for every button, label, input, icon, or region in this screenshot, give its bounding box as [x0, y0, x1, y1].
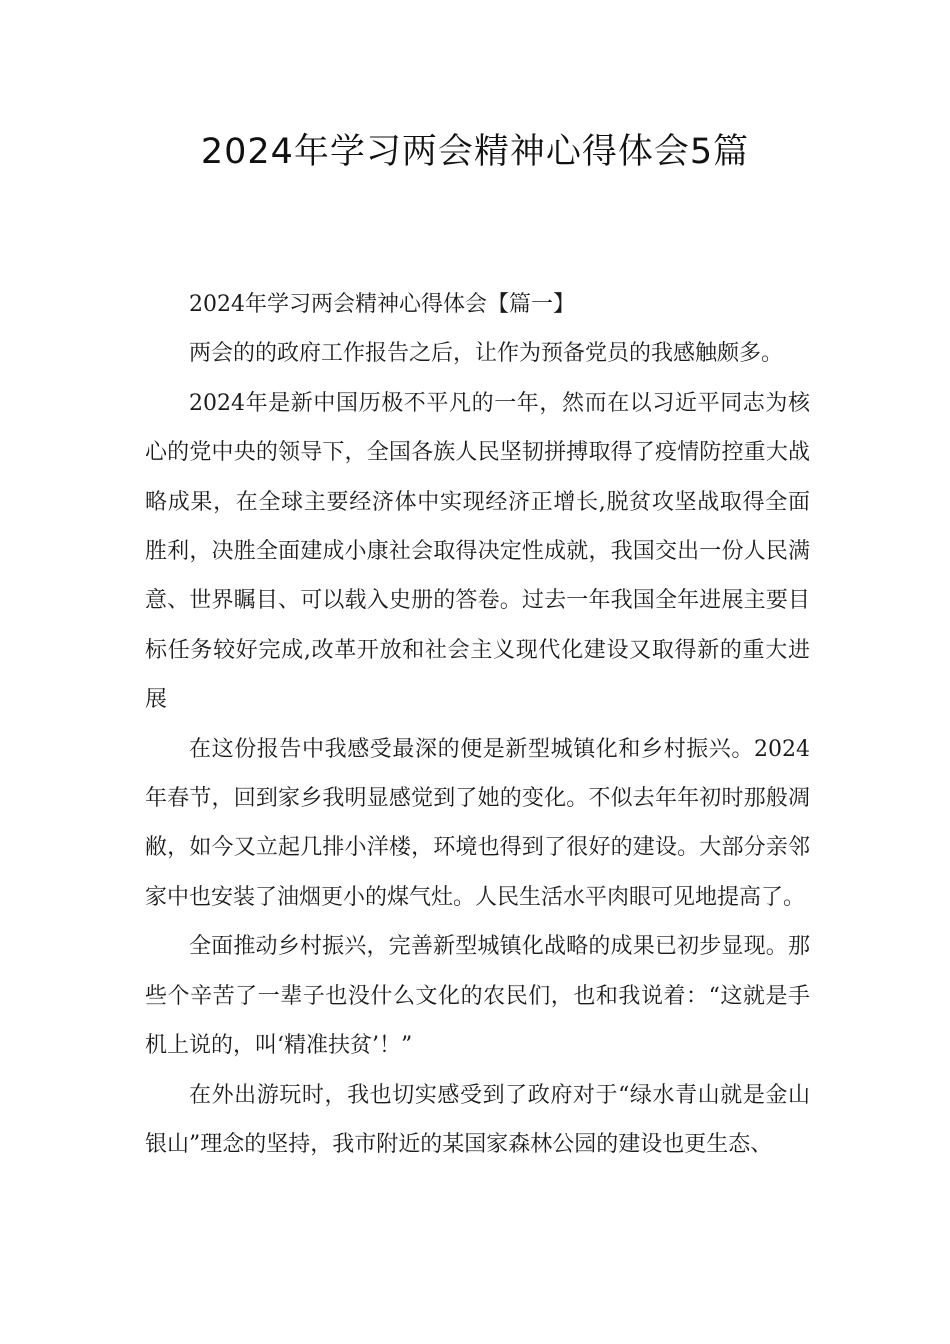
section-heading: 2024年学习两会精神心得体会【篇一】: [189, 292, 575, 317]
paragraph: 两会的的政府工作报告之后，让作为预备党员的我感触颇多。: [189, 341, 784, 367]
paragraph: 在外出游玩时，我也切实感受到了政府对于“绿水青山就是金山银山”理念的坚持，我市附近的某国家森林公园的建设也更生态、: [145, 1082, 810, 1157]
document-title: 2024年学习两会精神心得体会5篇: [200, 132, 750, 172]
paragraph: 在这份报告中我感受最深的便是新型城镇化和乡村振兴。2024年春节，回到家乡我明显感觉到了她的变化。不似去年年初时那般凋敝，如今又立起几排小洋楼，环境也得到了很好的建设。大部分亲邻家中也安装了油烟更小的煤气灶。人民生活水平肉眼可见地提高了。: [145, 736, 810, 910]
paragraph: 全面推动乡村振兴，完善新型城镇化战略的成果已初步显现。那些个辛苦了一辈子也没什么文化的农民们，也和我说着：“这就是手机上说的，叫‘精准扶贫’！”: [145, 934, 810, 1059]
paragraph: 2024年是新中国历极不平凡的一年，然而在以习近平同志为核心的党中央的领导下，全国各族人民坚韧拼搏取得了疫情防控重大战略成果，在全球主要经济体中实现经济正增长,脱贫攻坚战取得全面胜利，决胜全面建成小康社会取得决定性成就，我国交出一份人民满意、世界瞩目、可以载入史册的答卷。过去一年我国全年进展主要目标任务较好完成,改革开放和社会主义现代化建设又取得新的重大进展: [145, 390, 810, 713]
document-body: [145, 280, 810, 1169]
